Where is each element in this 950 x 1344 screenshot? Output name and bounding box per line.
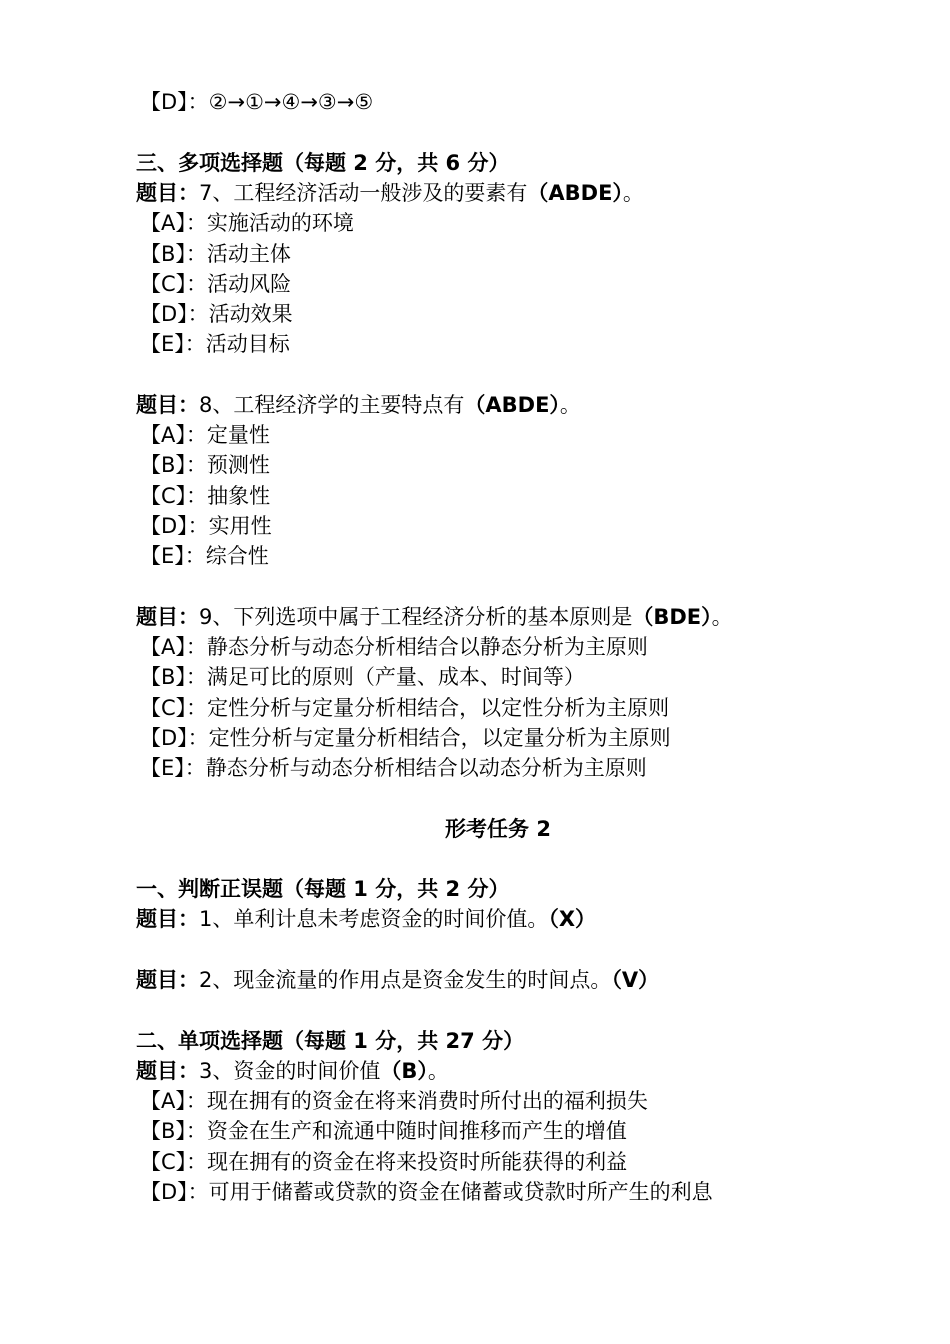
option-line <box>140 1148 627 1178</box>
option-label: 【A】 <box>140 423 186 447</box>
question-text: 3、资金的时间价值 <box>199 1059 381 1083</box>
option-label: 【D】 <box>140 726 188 750</box>
option-text: ：活动风险 <box>186 272 292 296</box>
option-text: ：现在拥有的资金在将来投资时所能获得的利益 <box>186 1150 628 1174</box>
option-label: 【B】 <box>140 665 186 689</box>
option-label: 【D】 <box>140 1180 188 1204</box>
option-label: 【A】 <box>140 1089 186 1113</box>
option-label: 【D】 <box>140 302 188 326</box>
option-text: ：定性分析与定量分析相结合，以定量分析为主原则 <box>187 726 671 750</box>
question-answer: （B） <box>380 1059 428 1083</box>
question-prefix: 题目： <box>136 1059 199 1083</box>
option-text: ：活动目标 <box>184 332 290 356</box>
option-line <box>140 724 671 754</box>
question-line <box>136 905 596 935</box>
option-line <box>140 663 585 693</box>
question-text: 2、现金流量的作用点是资金发生的时间点。 <box>199 968 612 992</box>
option-label: 【D】 <box>140 90 188 114</box>
question-text: 1、单利计息未考虑资金的时间价值。 <box>199 907 549 931</box>
question-end: 。 <box>427 1059 449 1083</box>
option-label: 【D】 <box>140 514 188 538</box>
option-label: 【E】 <box>140 756 185 780</box>
section-heading: 一、判断正误题（每题 1 分，共 2 分） <box>136 877 510 901</box>
option-line <box>140 542 269 572</box>
option-line <box>140 512 272 542</box>
option-label: 【B】 <box>140 242 186 266</box>
option-text: ：抽象性 <box>186 484 271 508</box>
question-prefix: 题目： <box>136 605 199 629</box>
option-line <box>140 633 648 663</box>
option-label: 【C】 <box>140 272 187 296</box>
option-text: ：定性分析与定量分析相结合，以定性分析为主原则 <box>186 696 670 720</box>
option-line <box>140 1117 627 1147</box>
option-label: 【C】 <box>140 484 187 508</box>
option-line <box>140 270 291 300</box>
option-label: 【C】 <box>140 696 187 720</box>
option-text: ：现在拥有的资金在将来消费时所付出的福利损失 <box>185 1089 648 1113</box>
option-text: ：活动效果 <box>187 302 293 326</box>
option-text: ：资金在生产和流通中随时间推移而产生的增值 <box>185 1119 627 1143</box>
option-line <box>140 421 270 451</box>
option-label: 【E】 <box>140 332 185 356</box>
option-line <box>140 1178 713 1208</box>
option-line <box>140 451 270 481</box>
option-line <box>140 694 669 724</box>
option-text: ：实施活动的环境 <box>185 211 354 235</box>
option-text: ：静态分析与动态分析相结合以静态分析为主原则 <box>185 635 648 659</box>
question-end: 。 <box>559 393 581 417</box>
question-end: 。 <box>622 181 644 205</box>
question-prefix: 题目： <box>136 907 199 931</box>
question-prefix: 题目： <box>136 968 199 992</box>
question-text: 9、下列选项中属于工程经济分析的基本原则是 <box>199 605 633 629</box>
option-line <box>140 300 293 330</box>
option-line <box>140 1087 648 1117</box>
option-text: ：②→①→④→③→⑤ <box>187 90 374 114</box>
question-line <box>136 1057 449 1087</box>
question-answer: （ABDE） <box>464 393 560 417</box>
question-answer: （ABDE） <box>527 181 623 205</box>
question-line <box>136 179 644 209</box>
question-prefix: 题目： <box>136 393 199 417</box>
question-line <box>136 603 733 633</box>
option-line <box>140 330 290 360</box>
section-heading: 二、单项选择题（每题 1 分，共 27 分） <box>136 1029 525 1053</box>
option-label: 【C】 <box>140 1150 187 1174</box>
question-text: 7、工程经济活动一般涉及的要素有 <box>199 181 528 205</box>
option-text: ：可用于储蓄或贷款的资金在储蓄或贷款时所产生的利息 <box>187 1180 713 1204</box>
task-title: 形考任务 2 <box>445 817 551 841</box>
question-end: 。 <box>711 605 733 629</box>
option-text: ：活动主体 <box>185 242 291 266</box>
question-prefix: 题目： <box>136 181 199 205</box>
option-label: 【E】 <box>140 544 185 568</box>
option-label: 【A】 <box>140 635 186 659</box>
question-line <box>136 391 581 421</box>
option-text: ：静态分析与动态分析相结合以动态分析为主原则 <box>184 756 647 780</box>
section-heading: 三、多项选择题（每题 2 分，共 6 分） <box>136 151 510 175</box>
option-line <box>140 88 373 118</box>
option-text: ：实用性 <box>187 514 272 538</box>
question-line <box>136 966 659 996</box>
option-line <box>140 209 354 239</box>
option-text: ：定量性 <box>185 423 270 447</box>
option-text: ：综合性 <box>184 544 269 568</box>
option-line <box>140 754 647 784</box>
question-answer: （X） <box>548 907 597 931</box>
option-label: 【B】 <box>140 1119 186 1143</box>
option-line <box>140 240 291 270</box>
option-label: 【A】 <box>140 211 186 235</box>
question-answer: （BDE） <box>632 605 712 629</box>
question-text: 8、工程经济学的主要特点有 <box>199 393 465 417</box>
option-line <box>140 482 270 512</box>
option-text: ：预测性 <box>185 453 270 477</box>
question-answer: （V） <box>611 968 660 992</box>
option-text: ：满足可比的原则（产量、成本、时间等） <box>185 665 585 689</box>
option-label: 【B】 <box>140 453 186 477</box>
